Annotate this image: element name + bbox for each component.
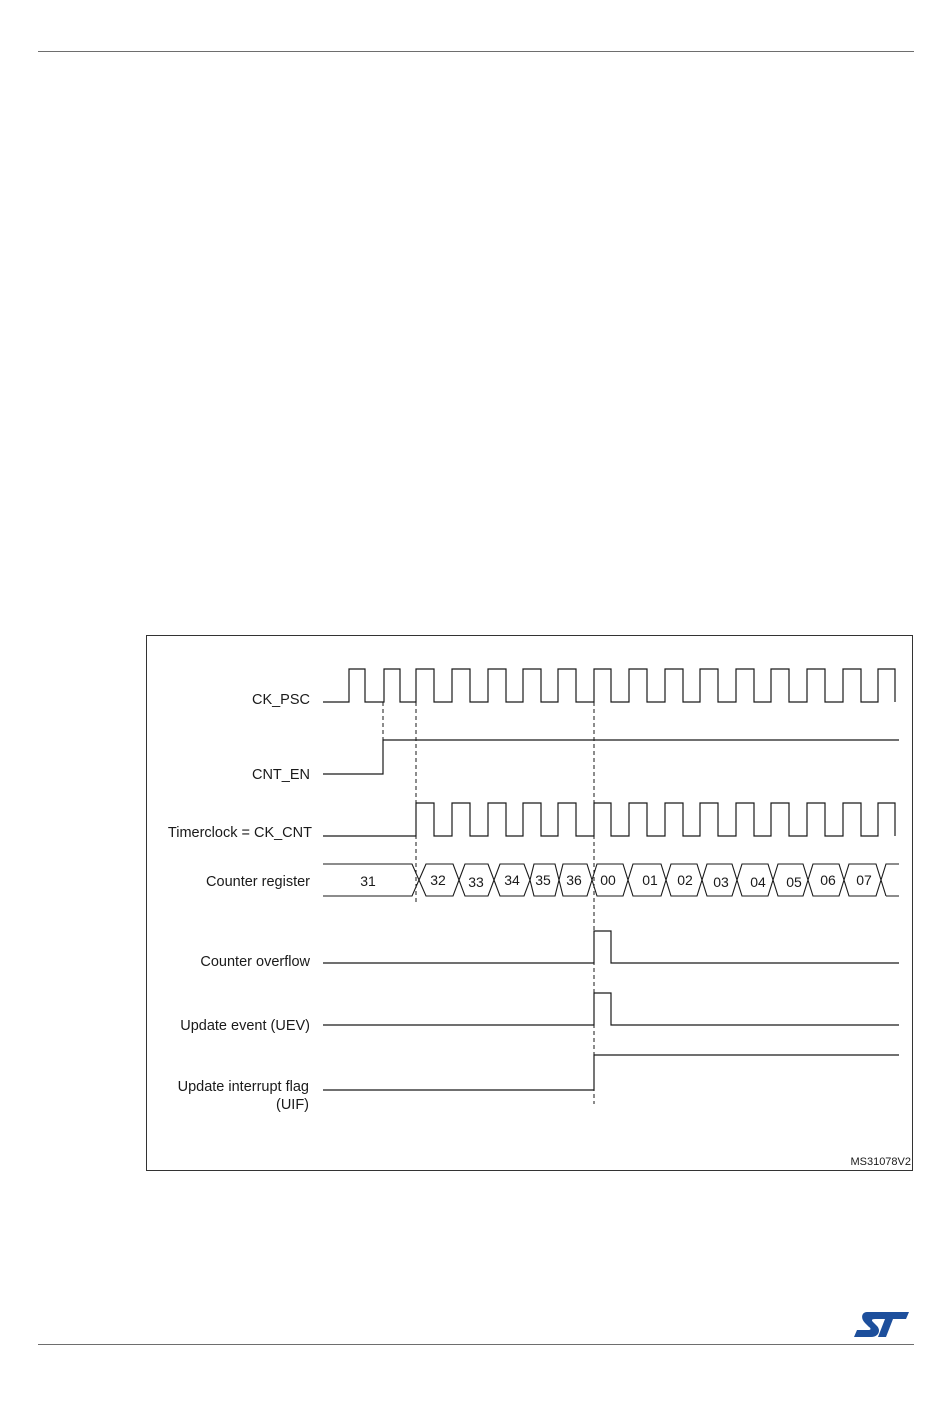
counter-value: 33: [468, 874, 484, 890]
signal-label-cnt-en: CNT_EN: [251, 767, 310, 783]
counter-value: 31: [360, 873, 376, 889]
footer-rule: [38, 1344, 914, 1345]
counter-value: 03: [713, 874, 729, 890]
waveform-counter-overflow: [323, 931, 899, 963]
signal-label-uif-line1: Update interrupt flag: [177, 1079, 309, 1095]
waveform-uif: [323, 1055, 899, 1090]
counter-value: 04: [750, 874, 766, 890]
signal-label-ck-psc: CK_PSC: [251, 692, 310, 708]
waveform-uev: [323, 993, 899, 1025]
signal-label-counter-register: Counter register: [206, 874, 310, 890]
waveform-cnt-en: [323, 740, 899, 774]
timing-diagram-frame: [146, 635, 913, 1171]
counter-value: 05: [786, 874, 802, 890]
signal-label-timerclock: Timerclock = CK_CNT: [167, 825, 312, 841]
signal-label-counter-overflow: Counter overflow: [200, 954, 310, 970]
alignment-markers: [383, 702, 594, 1104]
waveform-ck-psc: [323, 669, 895, 702]
counter-value: 32: [430, 872, 446, 888]
waveform-timerclock: [323, 803, 895, 836]
counter-value: 36: [566, 872, 582, 888]
counter-value: 00: [600, 872, 616, 888]
counter-value: 34: [504, 872, 520, 888]
signal-label-uif-line2: (UIF): [275, 1097, 309, 1113]
counter-value: 06: [820, 872, 836, 888]
figure-reference-code: MS31078V2: [850, 1156, 911, 1168]
counter-value: 02: [677, 872, 693, 888]
counter-value: 01: [642, 872, 658, 888]
header-rule: [38, 51, 914, 52]
timing-diagram: [147, 636, 914, 1172]
signal-label-uev: Update event (UEV): [180, 1018, 310, 1034]
counter-value: 35: [535, 872, 551, 888]
st-logo: [853, 1310, 911, 1340]
counter-value: 07: [856, 872, 872, 888]
